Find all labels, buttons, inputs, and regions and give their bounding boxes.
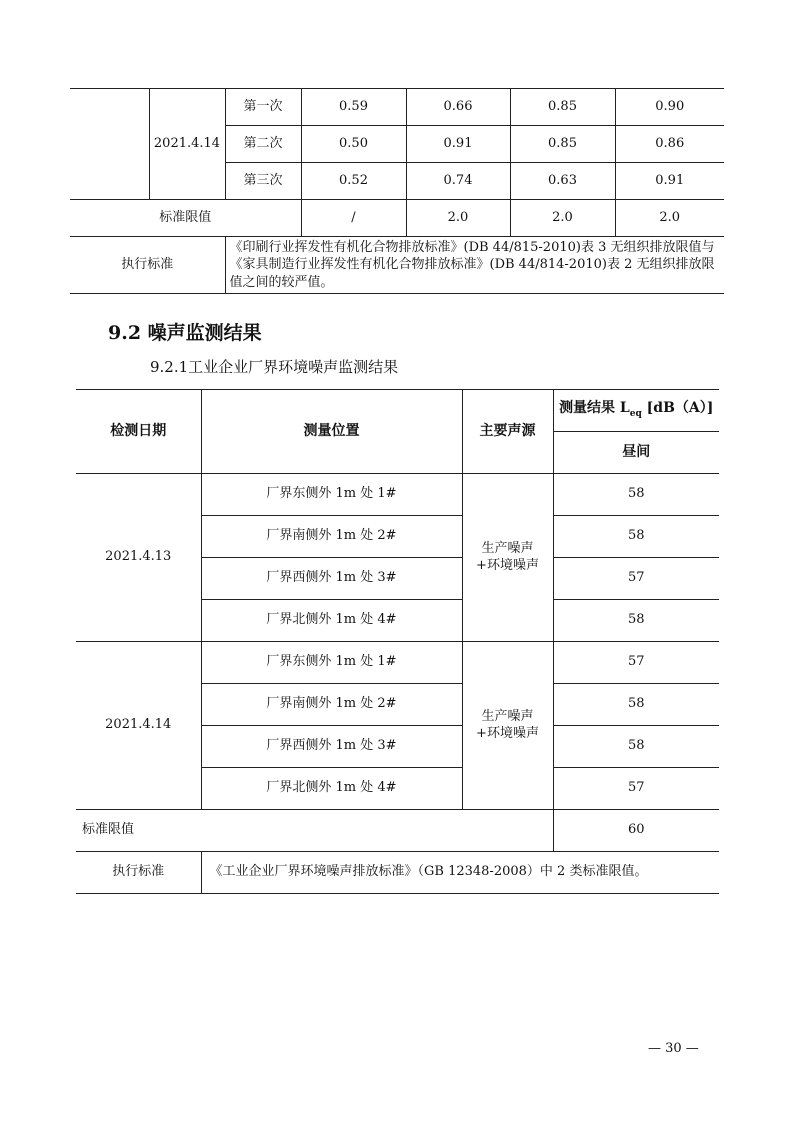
group-date: 2021.4.13: [76, 474, 201, 642]
value-cell: 0.59: [301, 89, 406, 126]
blank-cell: [70, 89, 149, 200]
section-subtitle: 9.2.1工业企业厂界环境噪声监测结果: [150, 358, 399, 376]
location-cell: 厂界东侧外 1m 处 1#: [201, 642, 462, 684]
header-result-suffix: [dB（A）]: [641, 400, 714, 417]
limit-label: 标准限值: [70, 200, 301, 237]
value-cell: 57: [553, 558, 719, 600]
header-result-sub: eq: [629, 409, 642, 420]
header-result-prefix: 测量结果 L: [559, 400, 630, 417]
header-date: 检测日期: [76, 390, 201, 474]
value-cell: 0.74: [406, 163, 510, 200]
noise-results-table: [76, 389, 719, 894]
limit-value: 60: [553, 810, 719, 852]
value-cell: 58: [553, 516, 719, 558]
standard-row: [70, 237, 724, 294]
location-cell: 厂界北侧外 1m 处 4#: [201, 768, 462, 810]
header-location: 测量位置: [201, 390, 462, 474]
value-cell: 58: [553, 726, 719, 768]
value-cell: 0.85: [510, 126, 615, 163]
limit-value: /: [301, 200, 406, 237]
value-cell: 0.50: [301, 126, 406, 163]
value-cell: 0.90: [615, 89, 724, 126]
location-cell: 厂界南侧外 1m 处 2#: [201, 516, 462, 558]
round-label: 第二次: [225, 126, 301, 163]
location-cell: 厂界西侧外 1m 处 3#: [201, 558, 462, 600]
standard-row: [76, 852, 719, 894]
standard-label: 执行标准: [70, 237, 225, 294]
source-cell: [462, 642, 553, 810]
location-cell: 厂界西侧外 1m 处 3#: [201, 726, 462, 768]
round-label: 第三次: [225, 163, 301, 200]
standard-text: 《印刷行业挥发性有机化合物排放标准》(DB 44/815-2010)表 3 无组织排放限值与《家具制造行业挥发性有机化合物排放标准》(DB 44/814-2010)表 2 无组织排放限值之间的较严值。: [225, 237, 724, 294]
value-cell: 57: [553, 768, 719, 810]
limit-value: 2.0: [510, 200, 615, 237]
value-cell: 58: [553, 474, 719, 516]
page-number: — 30 —: [648, 1041, 699, 1056]
value-cell: 57: [553, 642, 719, 684]
limit-row: [76, 810, 719, 852]
limit-value: 2.0: [406, 200, 510, 237]
table-row: [76, 474, 719, 516]
source-text: 生产噪声+环境噪声: [476, 708, 539, 741]
round-label: 第一次: [225, 89, 301, 126]
value-cell: 0.52: [301, 163, 406, 200]
limit-value: 2.0: [615, 200, 724, 237]
location-cell: 厂界南侧外 1m 处 2#: [201, 684, 462, 726]
source-text: 生产噪声+环境噪声: [476, 540, 539, 573]
standard-text: 《工业企业厂界环境噪声排放标准》（GB 12348-2008）中 2 类标准限值。: [201, 852, 719, 894]
header-row: [76, 390, 719, 432]
standard-label: 执行标准: [76, 852, 201, 894]
limit-label: 标准限值: [76, 810, 553, 852]
header-result: [553, 390, 719, 432]
value-cell: 0.63: [510, 163, 615, 200]
value-cell: 0.86: [615, 126, 724, 163]
value-cell: 58: [553, 684, 719, 726]
value-cell: 0.91: [406, 126, 510, 163]
header-source: 主要声源: [462, 390, 553, 474]
sample-date: 2021.4.14: [149, 89, 225, 200]
header-daytime: 昼间: [553, 432, 719, 474]
value-cell: 0.91: [615, 163, 724, 200]
limit-row: [70, 200, 724, 237]
section-title: 9.2 噪声监测结果: [108, 322, 262, 344]
location-cell: 厂界东侧外 1m 处 1#: [201, 474, 462, 516]
location-cell: 厂界北侧外 1m 处 4#: [201, 600, 462, 642]
voc-results-table: [70, 88, 724, 294]
value-cell: 0.85: [510, 89, 615, 126]
table-row: [70, 89, 724, 126]
table-row: [76, 642, 719, 684]
group-date: 2021.4.14: [76, 642, 201, 810]
value-cell: 0.66: [406, 89, 510, 126]
source-cell: [462, 474, 553, 642]
value-cell: 58: [553, 600, 719, 642]
